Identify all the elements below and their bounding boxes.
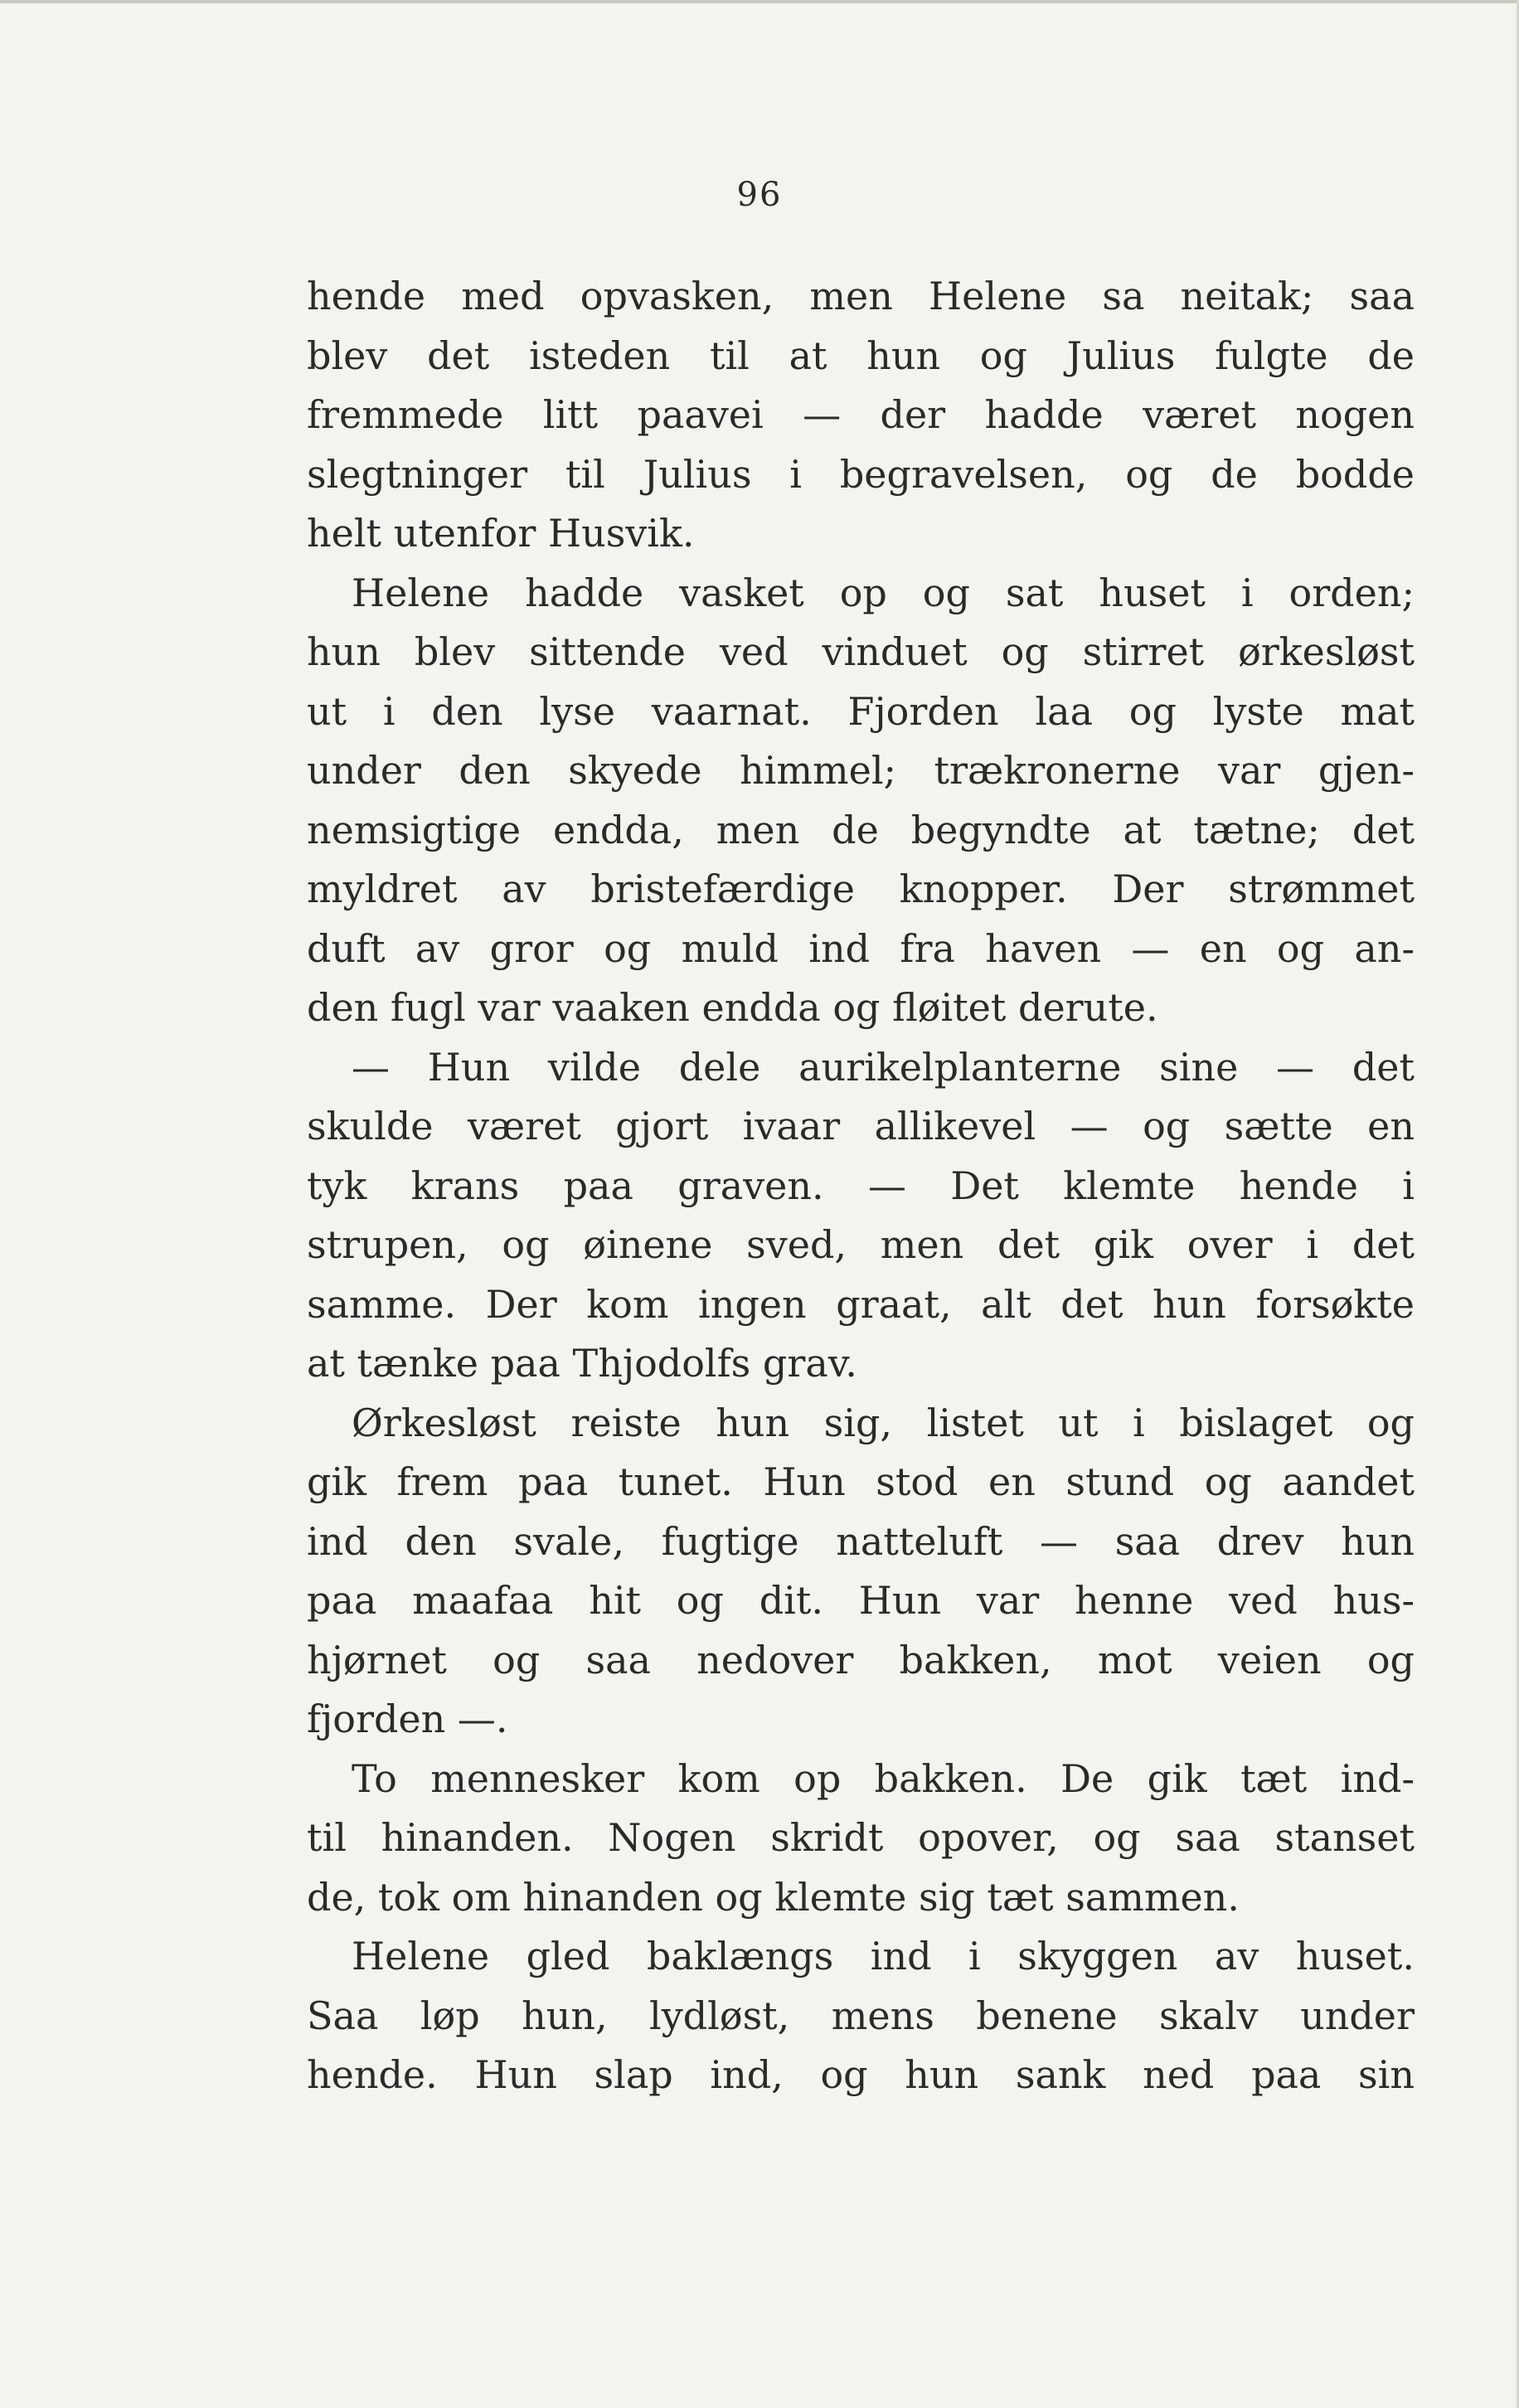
text-line: slegtninger til Julius i begravelsen, og de bodde — [307, 451, 1415, 497]
text-line: hjørnet og saa nedover bakken, mot veien og — [307, 1637, 1415, 1682]
text-line: duft av gror og muld ind fra haven — en og an- — [307, 925, 1415, 971]
text-line: Helene hadde vasket op og sat huset i orden; — [352, 570, 1415, 615]
text-line: den fugl var vaaken endda og fløitet derute. — [307, 985, 1158, 1030]
text-line: tyk krans paa graven. — Det klemte hende i — [307, 1163, 1415, 1208]
text-line: Ørkesløst reiste hun sig, listet ut i bislaget og — [352, 1400, 1415, 1445]
body-text — [307, 267, 1415, 2105]
text-line: nemsigtige endda, men de begyndte at tætne; det — [307, 807, 1415, 852]
text-line: paa maafaa hit og dit. Hun var henne ved hus- — [307, 1578, 1415, 1623]
text-line: hende med opvasken, men Helene sa neitak; saa — [307, 274, 1415, 318]
text-line: gik frem paa tunet. Hun stod en stund og aandet — [307, 1459, 1415, 1504]
text-line: fremmede litt paavei — der hadde været nogen — [307, 392, 1415, 437]
page-edge-top — [0, 0, 1519, 3]
text-line: ut i den lyse vaarnat. Fjorden laa og lyste mat — [307, 688, 1415, 734]
text-line: hende. Hun slap ind, og hun sank ned paa sin — [307, 2052, 1415, 2097]
text-line: blev det isteden til at hun og Julius fulgte de — [307, 333, 1415, 378]
text-line: at tænke paa Thjodolfs grav. — [307, 1341, 857, 1386]
text-line: Saa løp hun, lydløst, mens benene skalv under — [307, 1993, 1415, 2038]
text-line: Helene gled baklængs ind i skyggen av huset. — [352, 1934, 1415, 1978]
text-line: helt utenfor Husvik. — [307, 511, 695, 556]
text-line: skulde været gjort ivaar allikevel — og sætte en — [307, 1104, 1415, 1148]
text-line: strupen, og øinene sved, men det gik over i det — [307, 1222, 1415, 1267]
text-line: samme. Der kom ingen graat, alt det hun forsøkte — [307, 1281, 1415, 1327]
text-line: de, tok om hinanden og klemte sig tæt sammen. — [307, 1874, 1240, 1920]
text-line: To mennesker kom op bakken. De gik tæt ind- — [352, 1755, 1415, 1801]
text-line: myldret av bristefærdige knopper. Der strømmet — [307, 867, 1415, 911]
page-number: 96 — [736, 176, 783, 214]
text-line: — Hun vilde dele aurikelplanterne sine — det — [352, 1044, 1415, 1090]
text-line: fjorden —. — [307, 1697, 508, 1741]
text-line: hun blev sittende ved vinduet og stirret ørkesløst — [307, 629, 1415, 674]
text-line: til hinanden. Nogen skridt opover, og saa stanset — [307, 1815, 1415, 1860]
text-line: under den skyede himmel; trækronerne var gjen- — [307, 748, 1415, 793]
text-line: ind den svale, fugtige natteluft — saa drev hun — [307, 1518, 1415, 1564]
